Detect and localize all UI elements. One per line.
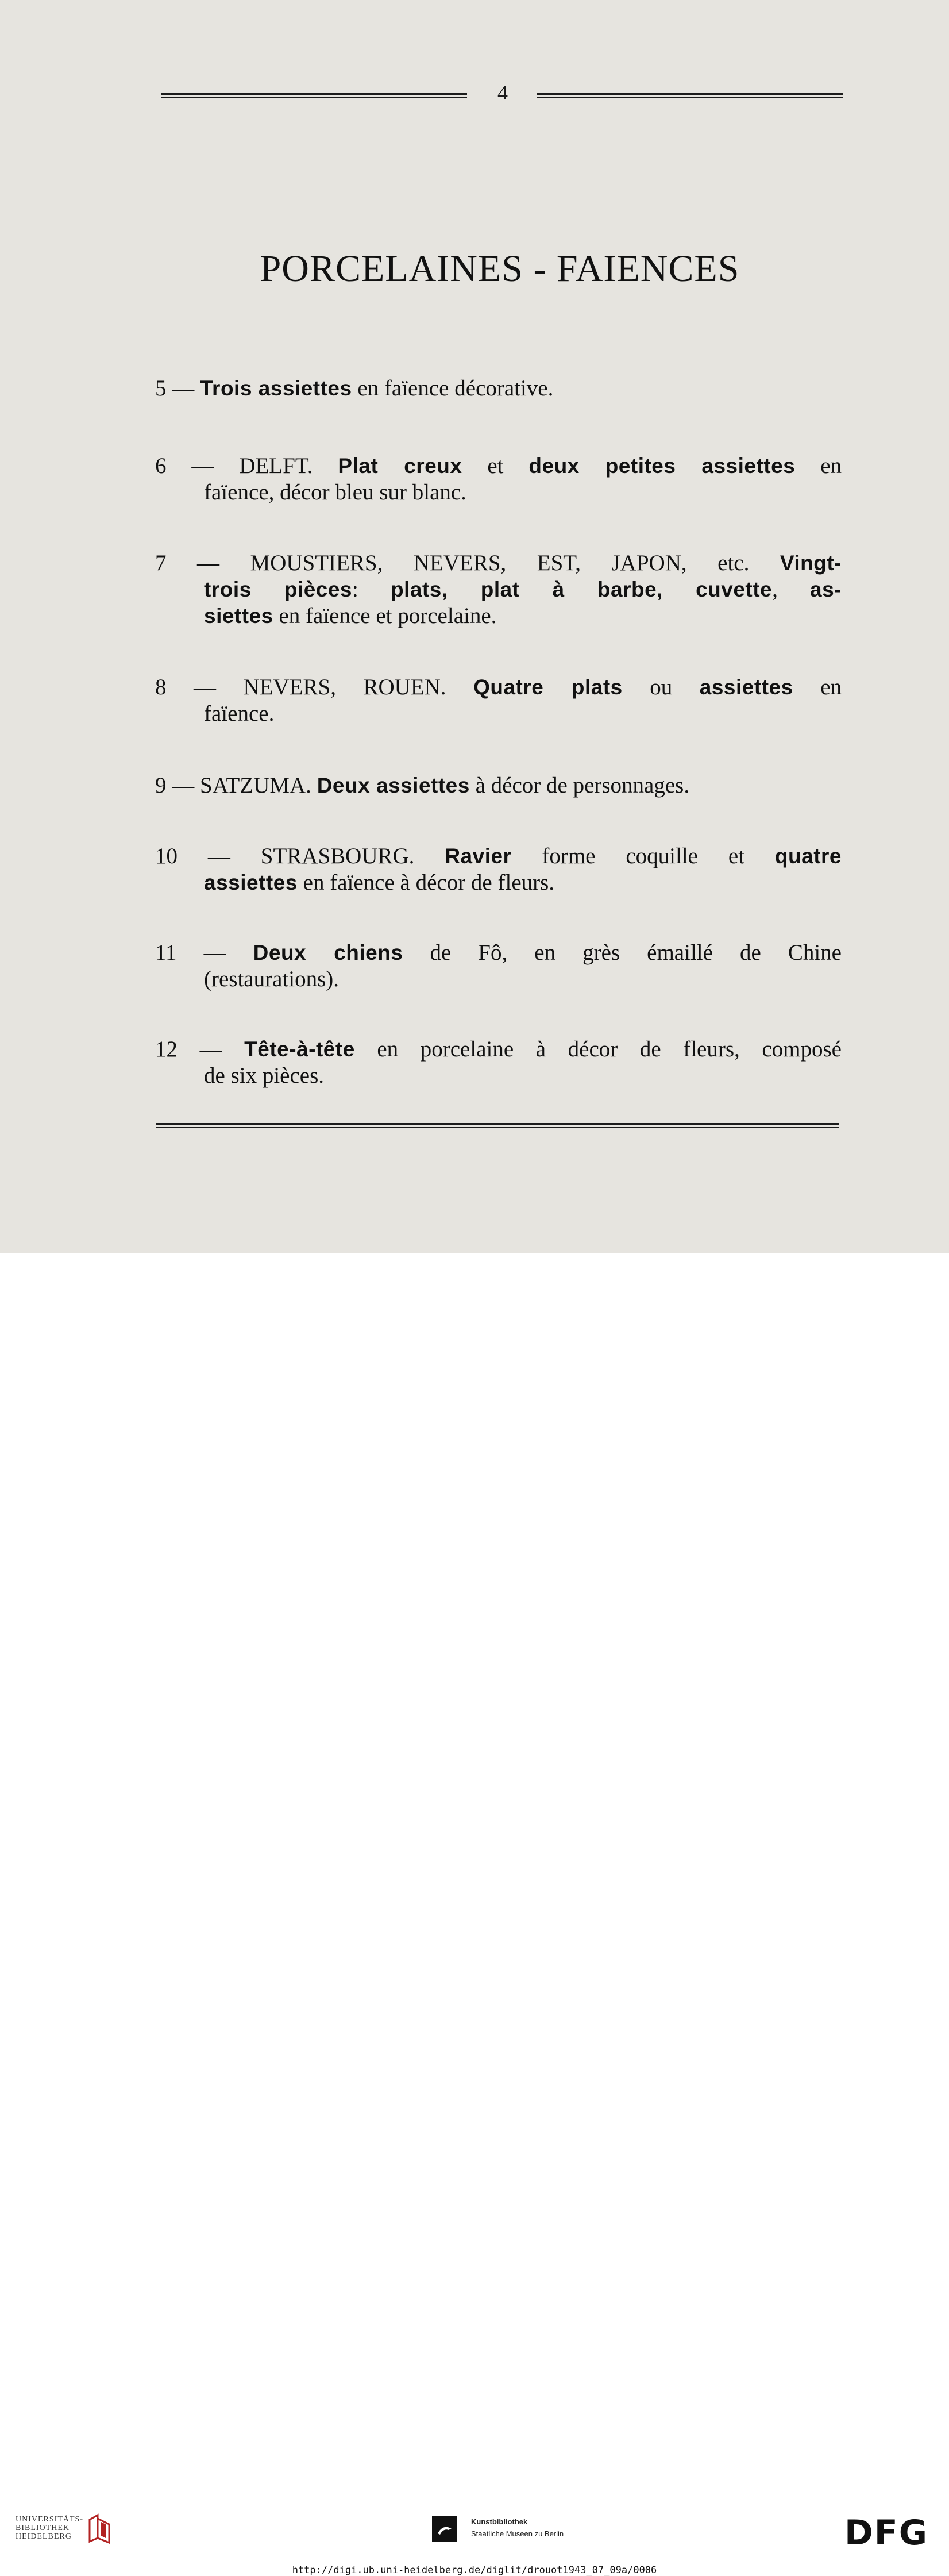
text-run: et [462, 453, 529, 478]
bold-text: assiettes [204, 871, 298, 894]
kunstbibliothek-subtitle: Staatliche Museen zu Berlin [471, 2529, 564, 2538]
entry-line [155, 1036, 842, 1063]
text-run: faïence, décor bleu sur blanc. [204, 480, 466, 505]
entry-continuation-line [155, 1063, 842, 1089]
entry-continuation-line [155, 701, 842, 727]
entry-line [155, 940, 842, 966]
text-run: , [772, 577, 811, 602]
catalog-entry [155, 453, 842, 506]
university-logo-icon [86, 2513, 116, 2545]
text-run: en porcelaine à décor de fleurs, composé [354, 1037, 842, 1062]
footer-bar [0, 1253, 949, 2576]
text-run: en faïence et porcelaine. [273, 603, 497, 628]
entry-line [155, 674, 842, 701]
bold-text: Quatre plats [473, 675, 623, 699]
text-run: 10 — STRASBOURG. [155, 844, 445, 868]
bold-text: Tête-à-tête [244, 1037, 355, 1061]
entry-line [155, 772, 842, 799]
bold-text: plats, plat à barbe, cuvette [390, 578, 773, 601]
bold-text: Ravier [445, 844, 512, 868]
entry-line [155, 453, 842, 479]
library-name-1: UNIVERSITÄTS- [16, 2515, 83, 2524]
text-run: 7 — MOUSTIERS, NEVERS, EST, JAPON, etc. [155, 551, 780, 575]
entry-line [155, 375, 842, 402]
entry-continuation-line [155, 479, 842, 506]
text-run: en [793, 675, 842, 699]
bold-text: Vingt- [780, 551, 842, 575]
entry-continuation-line [155, 603, 842, 629]
library-name-2: BIBLIOTHEK [16, 2524, 70, 2532]
text-run: faïence. [204, 701, 275, 726]
text-run: 9 — SATZUMA. [155, 773, 317, 798]
entry-continuation-line [155, 870, 842, 896]
kunstbibliothek-title: Kunstbibliothek [471, 2517, 528, 2526]
bold-text: deux petites assiettes [528, 454, 796, 478]
catalog-entry [155, 843, 842, 896]
text-run: 12 — [155, 1037, 245, 1062]
bold-text: as- [810, 578, 842, 601]
text-run: 6 — DELFT. [155, 453, 338, 478]
top-rule-right [537, 93, 843, 95]
library-name-3: HEIDELBERG [16, 2532, 72, 2541]
bold-text: assiettes [699, 675, 793, 699]
text-run: de six pièces. [204, 1063, 325, 1088]
entry-continuation-line [155, 576, 842, 603]
text-run: 5 — [155, 376, 200, 401]
text-run: ou [622, 675, 700, 699]
text-run: (restaurations). [204, 967, 339, 991]
kunstbibliothek-logo-icon [432, 2516, 457, 2542]
bold-text: Deux chiens [253, 941, 403, 964]
source-url[interactable]: http://digi.ub.uni-heidelberg.de/diglit/drouot1943_07_09a/0006 [292, 2565, 657, 2576]
text-run: 11 — [155, 940, 253, 965]
bold-text: quatre [774, 844, 842, 868]
bold-text: Plat creux [338, 454, 462, 478]
entry-continuation-line [155, 966, 842, 993]
text-run: 8 — NEVERS, ROUEN. [155, 675, 474, 699]
scanned-page [0, 0, 949, 1253]
catalog-entry [155, 1036, 842, 1089]
section-title: PORCELAINES - FAIENCES [260, 248, 740, 290]
catalog-entry [155, 772, 842, 799]
text-run: à décor de personnages. [469, 773, 690, 798]
text-run: en [795, 453, 842, 478]
entry-line [155, 843, 842, 870]
catalog-entry [155, 375, 842, 402]
bold-text: Trois assiettes [200, 376, 352, 400]
text-run: de Fô, en grès émaillé de Chine [403, 940, 842, 965]
text-run: : [352, 577, 391, 602]
bottom-rule [156, 1123, 839, 1125]
catalog-entry [155, 674, 842, 727]
entry-line [155, 550, 842, 576]
text-run: en faïence décorative. [352, 376, 554, 401]
catalog-entry [155, 550, 842, 629]
bold-text: siettes [204, 604, 273, 628]
bold-text: Deux assiettes [317, 774, 470, 797]
catalog-entry [155, 940, 842, 993]
top-rule-left [161, 93, 467, 95]
dfg-logo: DFG [844, 2513, 929, 2553]
bold-text: trois pièces [204, 578, 353, 601]
text-run: forme coquille et [511, 844, 775, 868]
page-number: 4 [497, 81, 508, 104]
text-run: en faïence à décor de fleurs. [297, 870, 555, 895]
